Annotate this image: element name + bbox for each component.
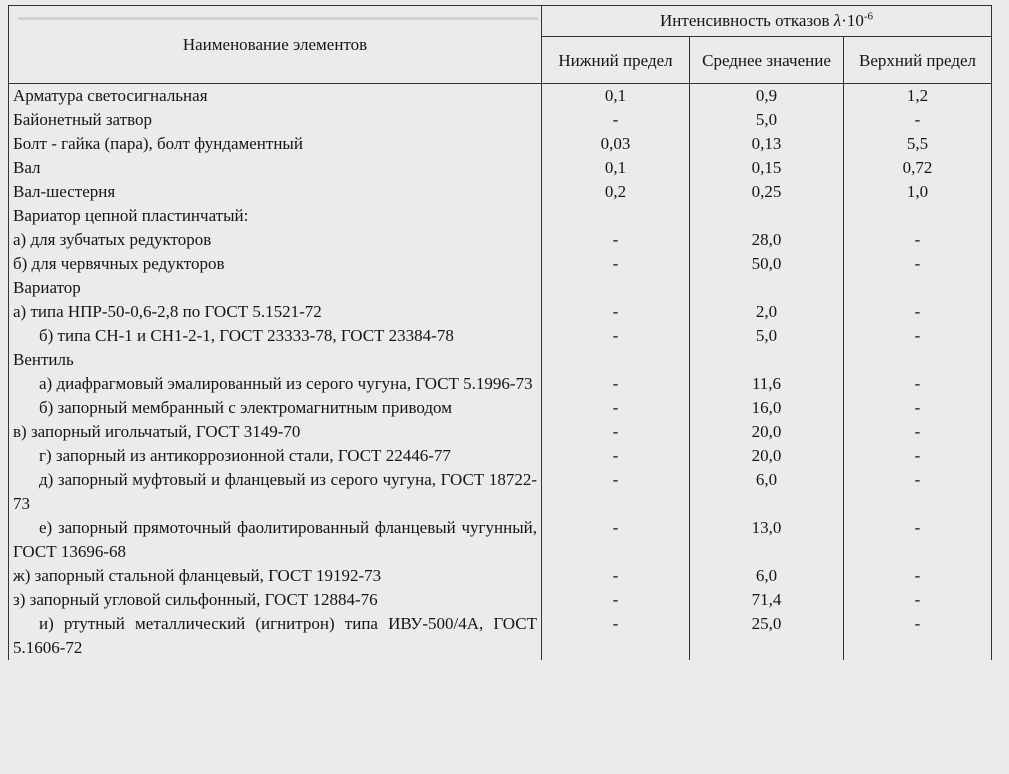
table-row bbox=[9, 324, 992, 348]
row-high: - bbox=[844, 444, 992, 468]
row-name: з) запорный угловой сильфонный, ГОСТ 12884-76 bbox=[9, 588, 542, 612]
table-row bbox=[9, 276, 992, 300]
row-name: в) запорный игольчатый, ГОСТ 3149-70 bbox=[9, 420, 542, 444]
row-high: - bbox=[844, 300, 992, 324]
row-low: - bbox=[542, 108, 690, 132]
row-low: - bbox=[542, 564, 690, 588]
row-high bbox=[844, 204, 992, 228]
row-mean: 2,0 bbox=[690, 300, 844, 324]
row-mean bbox=[690, 276, 844, 300]
row-low: 0,03 bbox=[542, 132, 690, 156]
row-low: - bbox=[542, 612, 690, 660]
row-high: - bbox=[844, 372, 992, 396]
header-exponent: -6 bbox=[863, 10, 873, 23]
row-high: - bbox=[844, 228, 992, 252]
row-mean: 0,13 bbox=[690, 132, 844, 156]
row-mean bbox=[690, 204, 844, 228]
row-high: - bbox=[844, 252, 992, 276]
row-mean: 5,0 bbox=[690, 324, 844, 348]
row-high: - bbox=[844, 324, 992, 348]
row-low: 0,1 bbox=[542, 156, 690, 180]
table-row bbox=[9, 84, 992, 109]
row-name: б) для червячных редукторов bbox=[9, 252, 542, 276]
row-high: - bbox=[844, 564, 992, 588]
header-intensity-label: Интенсивность отказов bbox=[660, 11, 834, 30]
header-lower: Нижний предел bbox=[542, 37, 690, 84]
header-name-column: Наименование элементов bbox=[9, 6, 542, 84]
row-low: - bbox=[542, 444, 690, 468]
row-mean: 25,0 bbox=[690, 612, 844, 660]
row-high: - bbox=[844, 612, 992, 660]
row-name: и) ртутный металлический (игнитрон) типа ИВУ-500/4А, ГОСТ 5.1606-72 bbox=[9, 612, 542, 660]
failure-rate-table bbox=[8, 5, 992, 660]
row-mean: 13,0 bbox=[690, 516, 844, 564]
header-mean: Среднее значение bbox=[690, 37, 844, 84]
table-row bbox=[9, 180, 992, 204]
header-multiplier: ·10 bbox=[841, 11, 864, 30]
row-mean: 6,0 bbox=[690, 468, 844, 516]
table-row bbox=[9, 252, 992, 276]
header-lambda: λ bbox=[833, 11, 842, 30]
row-name: г) запорный из антикоррозионной стали, ГОСТ 22446-77 bbox=[9, 444, 542, 468]
row-mean: 20,0 bbox=[690, 444, 844, 468]
table-row bbox=[9, 204, 992, 228]
row-high: - bbox=[844, 468, 992, 516]
row-high: 0,72 bbox=[844, 156, 992, 180]
row-low: - bbox=[542, 300, 690, 324]
row-high: - bbox=[844, 516, 992, 564]
table-row bbox=[9, 444, 992, 468]
row-mean: 16,0 bbox=[690, 396, 844, 420]
header-upper: Верхний предел bbox=[844, 37, 992, 84]
table-row bbox=[9, 564, 992, 588]
row-low: - bbox=[542, 252, 690, 276]
row-name: Вентиль bbox=[9, 348, 542, 372]
table-row bbox=[9, 228, 992, 252]
table-row bbox=[9, 420, 992, 444]
table-row bbox=[9, 300, 992, 324]
row-name: ж) запорный стальной фланцевый, ГОСТ 19192-73 bbox=[9, 564, 542, 588]
table-row bbox=[9, 516, 992, 564]
row-low bbox=[542, 204, 690, 228]
table-row bbox=[9, 372, 992, 396]
row-name: Вариатор цепной пластинчатый: bbox=[9, 204, 542, 228]
row-low: - bbox=[542, 372, 690, 396]
row-high bbox=[844, 276, 992, 300]
row-low: - bbox=[542, 396, 690, 420]
row-mean: 0,9 bbox=[690, 84, 844, 109]
row-low: - bbox=[542, 516, 690, 564]
table-row bbox=[9, 588, 992, 612]
row-low: - bbox=[542, 468, 690, 516]
row-name: а) диафрагмовый эмалированный из серого чугуна, ГОСТ 5.1996-73 bbox=[9, 372, 542, 396]
row-low: - bbox=[542, 420, 690, 444]
row-mean bbox=[690, 348, 844, 372]
table-row bbox=[9, 108, 992, 132]
row-mean: 28,0 bbox=[690, 228, 844, 252]
row-low: - bbox=[542, 228, 690, 252]
row-high: 1,0 bbox=[844, 180, 992, 204]
row-mean: 0,15 bbox=[690, 156, 844, 180]
row-low bbox=[542, 348, 690, 372]
row-name: б) типа СН-1 и СН1-2-1, ГОСТ 23333-78, ГОСТ 23384-78 bbox=[9, 324, 542, 348]
row-mean: 11,6 bbox=[690, 372, 844, 396]
row-name: Вариатор bbox=[9, 276, 542, 300]
row-high: 1,2 bbox=[844, 84, 992, 109]
row-low: - bbox=[542, 324, 690, 348]
row-name: Болт - гайка (пара), болт фундаментный bbox=[9, 132, 542, 156]
row-mean: 6,0 bbox=[690, 564, 844, 588]
table-row bbox=[9, 348, 992, 372]
row-mean: 5,0 bbox=[690, 108, 844, 132]
row-high: - bbox=[844, 588, 992, 612]
row-name: Байонетный затвор bbox=[9, 108, 542, 132]
header-intensity bbox=[542, 6, 992, 37]
row-mean: 71,4 bbox=[690, 588, 844, 612]
row-low bbox=[542, 276, 690, 300]
row-mean: 0,25 bbox=[690, 180, 844, 204]
row-low: 0,1 bbox=[542, 84, 690, 109]
row-name: а) типа НПР-50-0,6-2,8 по ГОСТ 5.1521-72 bbox=[9, 300, 542, 324]
row-name: Вал bbox=[9, 156, 542, 180]
row-name: б) запорный мембранный с электромагнитным приводом bbox=[9, 396, 542, 420]
row-high: - bbox=[844, 108, 992, 132]
row-high bbox=[844, 348, 992, 372]
table-row bbox=[9, 132, 992, 156]
table-row bbox=[9, 156, 992, 180]
row-name: а) для зубчатых редукторов bbox=[9, 228, 542, 252]
row-name: д) запорный муфтовый и фланцевый из серого чугуна, ГОСТ 18722-73 bbox=[9, 468, 542, 516]
row-high: - bbox=[844, 396, 992, 420]
table-row bbox=[9, 468, 992, 516]
row-name: Вал-шестерня bbox=[9, 180, 542, 204]
row-name: Арматура светосигнальная bbox=[9, 84, 542, 109]
row-mean: 50,0 bbox=[690, 252, 844, 276]
table-row bbox=[9, 612, 992, 660]
row-low: - bbox=[542, 588, 690, 612]
row-high: 5,5 bbox=[844, 132, 992, 156]
row-name: е) запорный прямоточный фаолитированный фланцевый чугунный, ГОСТ 13696-68 bbox=[9, 516, 542, 564]
row-high: - bbox=[844, 420, 992, 444]
row-low: 0,2 bbox=[542, 180, 690, 204]
row-mean: 20,0 bbox=[690, 420, 844, 444]
table-row bbox=[9, 396, 992, 420]
